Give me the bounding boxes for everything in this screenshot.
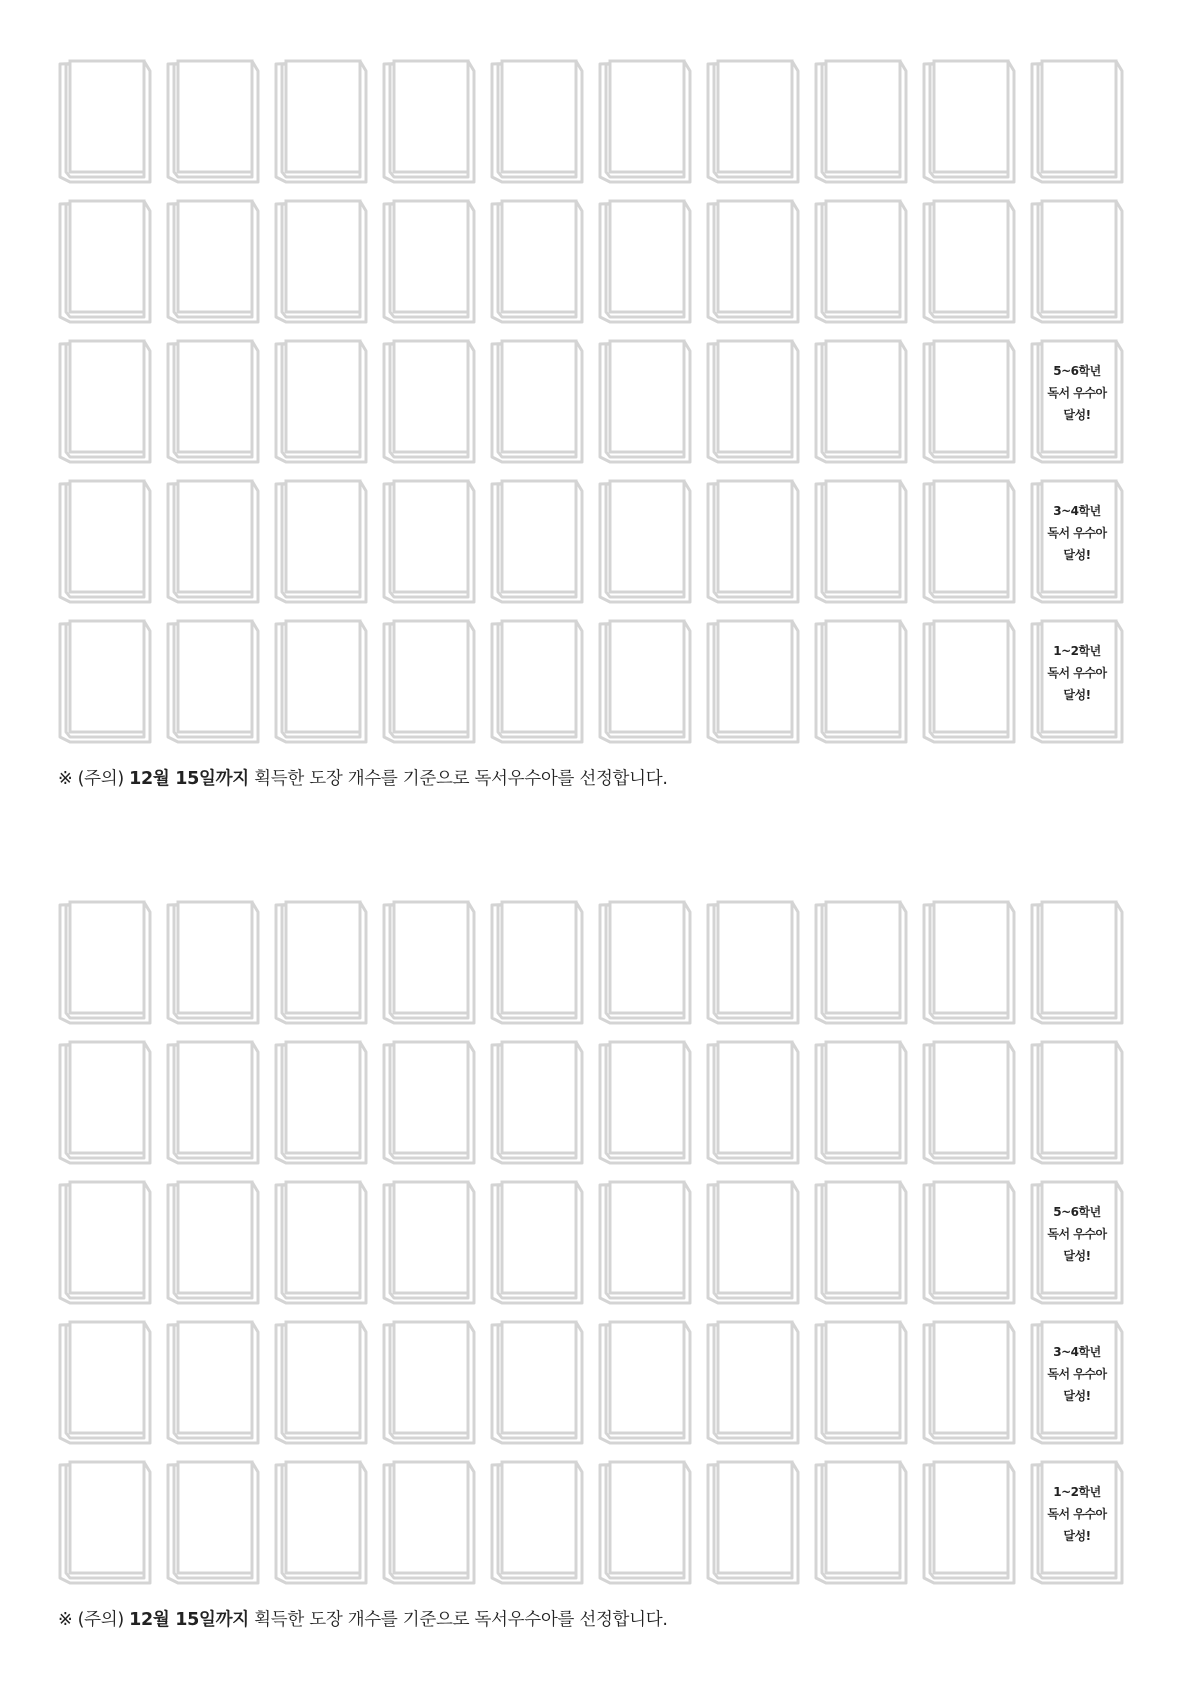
milestone-label-line: 독서 우수아 (1047, 386, 1107, 400)
stamp-slot[interactable] (922, 899, 1016, 1024)
book-outline-icon (922, 198, 1016, 323)
stamp-slot[interactable] (274, 58, 368, 183)
notice-text: ※ (주의) 12월 15일까지 획득한 도장 개수를 기준으로 독서우수아를 선정합니다. (58, 1610, 668, 1630)
stamp-slot[interactable] (274, 1459, 368, 1584)
milestone-slot[interactable] (1030, 1459, 1124, 1584)
book-outline-icon (814, 58, 908, 183)
stamp-slot[interactable] (814, 899, 908, 1024)
stamp-slot[interactable] (166, 478, 260, 603)
book-outline-icon (598, 1319, 692, 1444)
book-outline-icon (274, 1039, 368, 1164)
book-outline-icon (490, 338, 584, 463)
stamp-slot[interactable] (490, 1319, 584, 1444)
book-outline-icon (490, 198, 584, 323)
book-outline-icon (814, 1179, 908, 1304)
stamp-slot[interactable] (814, 338, 908, 463)
milestone-label (1034, 640, 1120, 706)
stamp-row (58, 1039, 1128, 1164)
book-outline-icon (382, 58, 476, 183)
milestone-label-line: 독서 우수아 (1047, 1367, 1107, 1381)
book-outline-icon (598, 618, 692, 743)
stamp-slot[interactable] (598, 1319, 692, 1444)
stamp-slot[interactable] (382, 58, 476, 183)
book-outline-icon (382, 899, 476, 1024)
stamp-row (58, 198, 1128, 323)
stamp-slot[interactable] (706, 899, 800, 1024)
book-outline-icon (166, 1179, 260, 1304)
book-outline-icon (922, 1179, 1016, 1304)
book-outline-icon (598, 1039, 692, 1164)
book-outline-icon (706, 899, 800, 1024)
stamp-slot[interactable] (274, 478, 368, 603)
book-outline-icon (922, 338, 1016, 463)
stamp-row (58, 1459, 1128, 1584)
milestone-label-line: 3~4학년 (1053, 1345, 1101, 1359)
stamp-slot[interactable] (166, 899, 260, 1024)
book-outline-icon (382, 338, 476, 463)
stamp-slot[interactable] (1030, 198, 1124, 323)
book-outline-icon (58, 478, 152, 603)
stamp-slot[interactable] (922, 1039, 1016, 1164)
book-outline-icon (274, 1459, 368, 1584)
milestone-label-line: 5~6학년 (1053, 364, 1101, 378)
book-outline-icon (490, 1319, 584, 1444)
stamp-slot[interactable] (598, 478, 692, 603)
milestone-label (1034, 1341, 1120, 1407)
book-outline-icon (274, 478, 368, 603)
stamp-slot[interactable] (382, 338, 476, 463)
book-outline-icon (814, 1039, 908, 1164)
stamp-slot[interactable] (166, 198, 260, 323)
book-outline-icon (598, 338, 692, 463)
book-outline-icon (922, 618, 1016, 743)
book-outline-icon (166, 1039, 260, 1164)
stamp-slot[interactable] (382, 1179, 476, 1304)
stamp-slot[interactable] (598, 1039, 692, 1164)
stamp-slot[interactable] (382, 478, 476, 603)
book-outline-icon (490, 1459, 584, 1584)
stamp-slot[interactable] (706, 1039, 800, 1164)
stamp-slot[interactable] (274, 1179, 368, 1304)
book-outline-icon (922, 1039, 1016, 1164)
book-outline-icon (490, 1179, 584, 1304)
book-outline-icon (1030, 58, 1124, 183)
milestone-label-line: 달성! (1063, 1389, 1091, 1403)
stamp-slot[interactable] (382, 1459, 476, 1584)
stamp-row (58, 618, 1128, 743)
milestone-label (1034, 1201, 1120, 1267)
stamp-slot[interactable] (706, 1319, 800, 1444)
milestone-label-line: 달성! (1063, 548, 1091, 562)
book-outline-icon (166, 58, 260, 183)
stamp-row (58, 899, 1128, 1024)
stamp-slot[interactable] (706, 1179, 800, 1304)
book-outline-icon (706, 1179, 800, 1304)
book-outline-icon (382, 1179, 476, 1304)
book-outline-icon (274, 618, 368, 743)
milestone-label-line: 5~6학년 (1053, 1205, 1101, 1219)
milestone-slot[interactable] (1030, 618, 1124, 743)
stamp-grid (58, 58, 1128, 743)
book-outline-icon (1030, 899, 1124, 1024)
stamp-slot[interactable] (598, 1179, 692, 1304)
book-outline-icon (814, 478, 908, 603)
stamp-slot[interactable] (814, 618, 908, 743)
book-outline-icon (706, 58, 800, 183)
milestone-label (1034, 500, 1120, 566)
book-outline-icon (598, 1459, 692, 1584)
stamp-slot[interactable] (382, 1039, 476, 1164)
book-outline-icon (922, 899, 1016, 1024)
stamp-slot[interactable] (922, 1319, 1016, 1444)
stamp-slot[interactable] (490, 198, 584, 323)
book-outline-icon (490, 58, 584, 183)
book-outline-icon (58, 338, 152, 463)
book-outline-icon (814, 198, 908, 323)
book-outline-icon (382, 618, 476, 743)
book-outline-icon (922, 1459, 1016, 1584)
book-outline-icon (814, 618, 908, 743)
book-outline-icon (58, 899, 152, 1024)
stamp-slot[interactable] (490, 1179, 584, 1304)
stamp-slot[interactable] (490, 58, 584, 183)
stamp-slot[interactable] (814, 478, 908, 603)
stamp-slot[interactable] (814, 198, 908, 323)
stamp-slot[interactable] (490, 338, 584, 463)
stamp-slot[interactable] (706, 618, 800, 743)
milestone-label-line: 독서 우수아 (1047, 526, 1107, 540)
milestone-label-line: 독서 우수아 (1047, 666, 1107, 680)
book-outline-icon (58, 618, 152, 743)
milestone-slot[interactable] (1030, 1319, 1124, 1444)
stamp-slot[interactable] (814, 1179, 908, 1304)
stamp-grid (58, 899, 1128, 1584)
stamp-slot[interactable] (814, 1459, 908, 1584)
stamp-slot[interactable] (382, 1319, 476, 1444)
book-outline-icon (598, 899, 692, 1024)
stamp-slot[interactable] (58, 1319, 152, 1444)
book-outline-icon (598, 198, 692, 323)
book-outline-icon (598, 58, 692, 183)
book-outline-icon (922, 1319, 1016, 1444)
book-outline-icon (382, 1039, 476, 1164)
book-outline-icon (382, 478, 476, 603)
milestone-label-line: 독서 우수아 (1047, 1227, 1107, 1241)
stamp-slot[interactable] (814, 1039, 908, 1164)
milestone-slot[interactable] (1030, 478, 1124, 603)
milestone-label-line: 달성! (1063, 1249, 1091, 1263)
stamp-slot[interactable] (922, 338, 1016, 463)
stamp-slot[interactable] (58, 618, 152, 743)
stamp-slot[interactable] (274, 618, 368, 743)
stamp-slot[interactable] (922, 58, 1016, 183)
book-outline-icon (58, 58, 152, 183)
stamp-slot[interactable] (490, 478, 584, 603)
stamp-slot[interactable] (382, 899, 476, 1024)
stamp-slot[interactable] (706, 1459, 800, 1584)
milestone-slot[interactable] (1030, 338, 1124, 463)
stamp-slot[interactable] (490, 899, 584, 1024)
stamp-slot[interactable] (922, 1459, 1016, 1584)
milestone-label-line: 1~2학년 (1053, 1485, 1101, 1499)
stamp-slot[interactable] (58, 58, 152, 183)
milestone-label-line: 3~4학년 (1053, 504, 1101, 518)
stamp-slot[interactable] (922, 1179, 1016, 1304)
stamp-slot[interactable] (382, 198, 476, 323)
book-outline-icon (814, 338, 908, 463)
book-outline-icon (706, 618, 800, 743)
milestone-label-line: 달성! (1063, 688, 1091, 702)
book-outline-icon (166, 618, 260, 743)
stamp-slot[interactable] (166, 338, 260, 463)
book-outline-icon (166, 899, 260, 1024)
stamp-slot[interactable] (274, 1319, 368, 1444)
book-outline-icon (490, 1039, 584, 1164)
book-outline-icon (58, 198, 152, 323)
stamp-slot[interactable] (814, 58, 908, 183)
book-outline-icon (1030, 1039, 1124, 1164)
stamp-slot[interactable] (58, 899, 152, 1024)
stamp-slot[interactable] (382, 618, 476, 743)
book-outline-icon (814, 1319, 908, 1444)
book-outline-icon (1030, 198, 1124, 323)
book-outline-icon (382, 1319, 476, 1444)
book-outline-icon (58, 1459, 152, 1584)
stamp-slot[interactable] (58, 198, 152, 323)
book-outline-icon (706, 1319, 800, 1444)
book-outline-icon (706, 478, 800, 603)
stamp-slot[interactable] (490, 618, 584, 743)
book-outline-icon (490, 899, 584, 1024)
book-outline-icon (166, 478, 260, 603)
stamp-slot[interactable] (922, 618, 1016, 743)
stamp-slot[interactable] (598, 899, 692, 1024)
book-outline-icon (706, 1459, 800, 1584)
book-outline-icon (706, 198, 800, 323)
book-outline-icon (490, 478, 584, 603)
stamp-slot[interactable] (814, 1319, 908, 1444)
book-outline-icon (274, 338, 368, 463)
stamp-row (58, 1179, 1128, 1304)
book-outline-icon (598, 478, 692, 603)
stamp-slot[interactable] (1030, 58, 1124, 183)
milestone-label-line: 달성! (1063, 1529, 1091, 1543)
book-outline-icon (382, 198, 476, 323)
stamp-slot[interactable] (1030, 1039, 1124, 1164)
stamp-slot[interactable] (58, 1039, 152, 1164)
book-outline-icon (382, 1459, 476, 1584)
milestone-label (1034, 360, 1120, 426)
stamp-slot[interactable] (274, 338, 368, 463)
book-outline-icon (58, 1039, 152, 1164)
milestone-label (1034, 1481, 1120, 1547)
stamp-sheet-1 (58, 58, 1128, 790)
milestone-label-line: 1~2학년 (1053, 644, 1101, 658)
book-outline-icon (274, 58, 368, 183)
stamp-slot[interactable] (706, 58, 800, 183)
book-outline-icon (490, 618, 584, 743)
milestone-label-line: 달성! (1063, 408, 1091, 422)
notice-text: ※ (주의) 12월 15일까지 획득한 도장 개수를 기준으로 독서우수아를 선정합니다. (58, 769, 668, 789)
stamp-slot[interactable] (598, 618, 692, 743)
stamp-slot[interactable] (166, 618, 260, 743)
book-outline-icon (58, 1319, 152, 1444)
stamp-slot[interactable] (598, 58, 692, 183)
stamp-slot[interactable] (922, 198, 1016, 323)
book-outline-icon (274, 899, 368, 1024)
stamp-row (58, 338, 1128, 463)
stamp-slot[interactable] (706, 478, 800, 603)
book-outline-icon (274, 198, 368, 323)
book-outline-icon (166, 338, 260, 463)
stamp-slot[interactable] (58, 478, 152, 603)
stamp-slot[interactable] (166, 1039, 260, 1164)
book-outline-icon (598, 1179, 692, 1304)
stamp-slot[interactable] (58, 1179, 152, 1304)
stamp-slot[interactable] (706, 338, 800, 463)
stamp-slot[interactable] (58, 1459, 152, 1584)
book-outline-icon (814, 899, 908, 1024)
stamp-slot[interactable] (598, 1459, 692, 1584)
stamp-slot[interactable] (166, 1459, 260, 1584)
milestone-slot[interactable] (1030, 1179, 1124, 1304)
stamp-slot[interactable] (706, 198, 800, 323)
stamp-slot[interactable] (490, 1459, 584, 1584)
stamp-slot[interactable] (166, 1179, 260, 1304)
stamp-slot[interactable] (598, 338, 692, 463)
stamp-slot[interactable] (166, 58, 260, 183)
book-outline-icon (274, 1179, 368, 1304)
stamp-row (58, 58, 1128, 183)
book-outline-icon (58, 1179, 152, 1304)
stamp-slot[interactable] (490, 1039, 584, 1164)
stamp-slot[interactable] (274, 198, 368, 323)
stamp-slot[interactable] (58, 338, 152, 463)
stamp-row (58, 478, 1128, 603)
book-outline-icon (706, 338, 800, 463)
stamp-slot[interactable] (1030, 899, 1124, 1024)
book-outline-icon (922, 478, 1016, 603)
stamp-slot[interactable] (598, 198, 692, 323)
book-outline-icon (166, 1459, 260, 1584)
book-outline-icon (922, 58, 1016, 183)
stamp-slot[interactable] (166, 1319, 260, 1444)
book-outline-icon (814, 1459, 908, 1584)
stamp-row (58, 1319, 1128, 1444)
book-outline-icon (706, 1039, 800, 1164)
book-outline-icon (166, 1319, 260, 1444)
stamp-slot[interactable] (274, 899, 368, 1024)
stamp-slot[interactable] (922, 478, 1016, 603)
book-outline-icon (274, 1319, 368, 1444)
stamp-sheet-2 (58, 899, 1128, 1631)
book-outline-icon (166, 198, 260, 323)
milestone-label-line: 독서 우수아 (1047, 1507, 1107, 1521)
stamp-slot[interactable] (274, 1039, 368, 1164)
